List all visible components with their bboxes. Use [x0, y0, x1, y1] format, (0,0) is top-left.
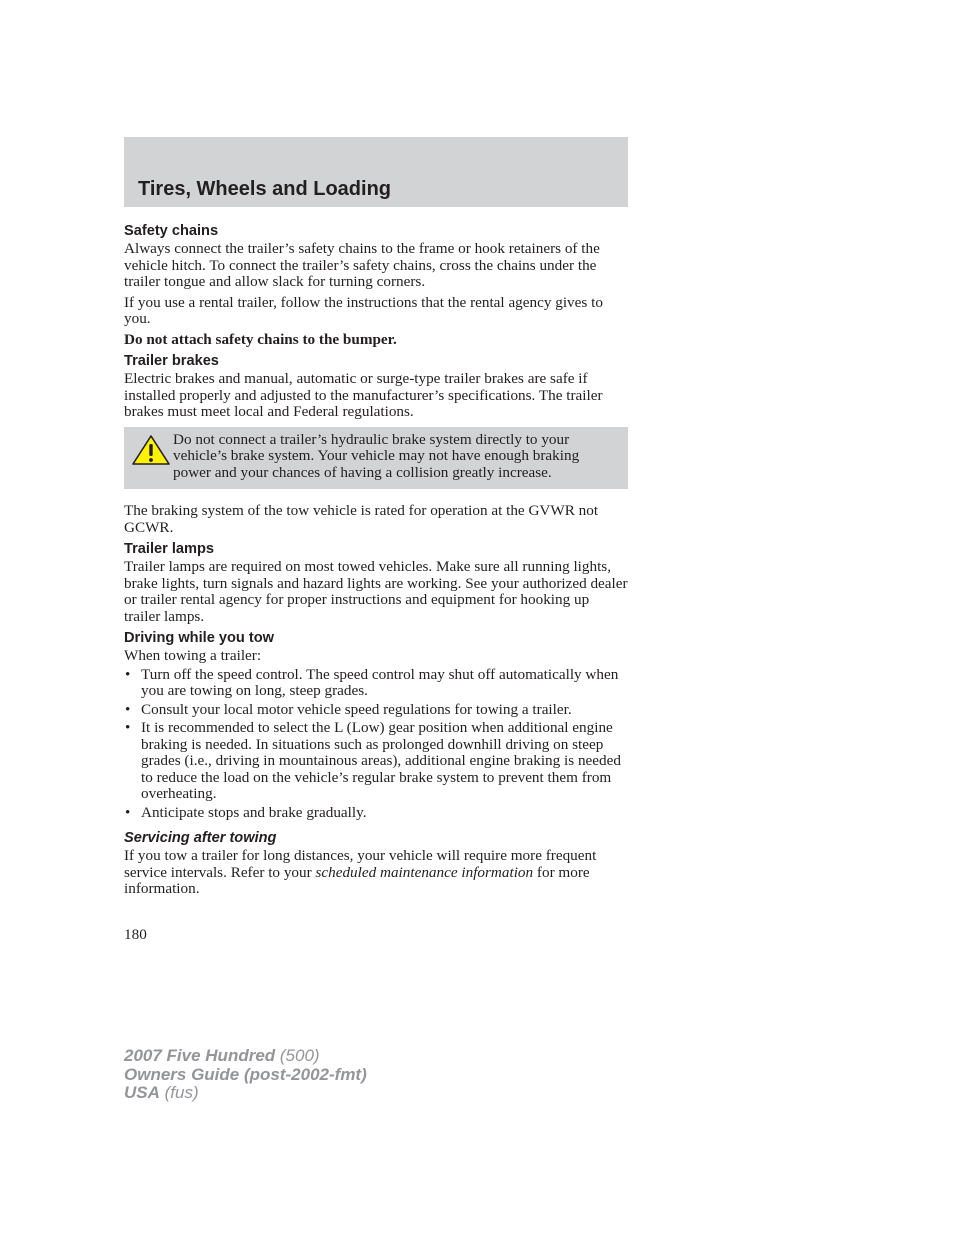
bullet: •	[125, 803, 131, 821]
list-item	[124, 667, 628, 700]
safety-chains-bold-note: Do not attach safety chains to the bumper.	[124, 330, 397, 348]
document-footer	[124, 1047, 367, 1103]
list-item	[124, 720, 628, 803]
driving-tow-intro: When towing a trailer:	[124, 647, 262, 664]
warning-triangle-icon	[131, 434, 171, 466]
safety-chains-paragraph-1: Always connect the trailer’s safety chains to the frame or hook retainers of the vehicle hitch. To connect the trailer’s safety chains, cross the chains under the trailer tongue and allow slack for turning corners.	[124, 240, 600, 290]
footer-market-code: (fus)	[159, 1083, 199, 1102]
trailer-brakes-paragraph-2: The braking system of the tow vehicle is rated for operation at the GVWR not GCWR.	[124, 502, 599, 536]
trailer-brakes-paragraph-1: Electric brakes and manual, automatic or surge-type trailer brakes are safe if installed properly and adjusted to the manufacturer’s specifications. The trailer brakes must meet local and Federal regulations.	[124, 370, 603, 420]
page-content	[124, 220, 628, 902]
footer-line-1	[124, 1047, 367, 1066]
safety-chains-paragraph-2: If you use a rental trailer, follow the instructions that the rental agency gives to you.	[124, 293, 603, 327]
heading-driving-while-you-tow: Driving while you tow	[124, 630, 274, 646]
list-item	[124, 702, 628, 719]
bullet: •	[125, 700, 131, 718]
footer-line-3	[124, 1084, 367, 1103]
heading-servicing-after-towing: Servicing after towing	[124, 830, 277, 846]
footer-market: USA	[124, 1083, 160, 1102]
bullet: •	[125, 665, 131, 683]
list-item-text: Consult your local motor vehicle speed regulations for towing a trailer.	[141, 700, 572, 718]
warning-text: Do not connect a trailer’s hydraulic brake system directly to your vehicle’s brake system. Your vehicle may not have enough braking power and your chances of having a collision greatly increase.	[173, 430, 580, 481]
list-item-text: Anticipate stops and brake gradually.	[141, 803, 367, 821]
servicing-text-start: If you tow a trailer for long distances, your vehicle will require more frequent service intervals. Refer to your	[124, 847, 597, 881]
driving-tow-list	[124, 667, 628, 822]
list-item-text: Turn off the speed control. The speed control may shut off automatically when you are towing on long, steep grades.	[141, 665, 619, 699]
scheduled-maintenance-reference: scheduled maintenance information	[315, 863, 534, 881]
page-number: 180	[124, 926, 147, 943]
heading-trailer-lamps: Trailer lamps	[124, 541, 215, 557]
footer-line-2: Owners Guide (post-2002-fmt)	[124, 1064, 367, 1084]
list-item-text: It is recommended to select the L (Low) gear position when additional engine braking is needed. In situations such as prolonged downhill driving on steep grades (i.e., driving in mountainous areas), additional engine braking is needed to reduce the load on the vehicle’s regular brake system to prevent them from overheating.	[141, 719, 621, 802]
section-title: Tires, Wheels and Loading	[138, 178, 392, 200]
footer-model-code: (500)	[275, 1046, 320, 1065]
list-item	[124, 805, 628, 822]
servicing-paragraph	[124, 848, 628, 898]
section-header-band	[124, 137, 628, 207]
footer-model: 2007 Five Hundred	[124, 1046, 276, 1065]
trailer-lamps-paragraph-1: Trailer lamps are required on most towed vehicles. Make sure all running lights, brake lights, turn signals and hazard lights are working. See your authorized dealer or trailer rental agency for proper instructions and equipment for hooking up trailer lamps.	[124, 558, 628, 625]
bullet: •	[125, 719, 131, 736]
heading-safety-chains: Safety chains	[124, 223, 219, 239]
servicing-text-end: for more information.	[124, 863, 590, 897]
warning-box	[124, 427, 628, 490]
heading-trailer-brakes: Trailer brakes	[124, 353, 219, 369]
